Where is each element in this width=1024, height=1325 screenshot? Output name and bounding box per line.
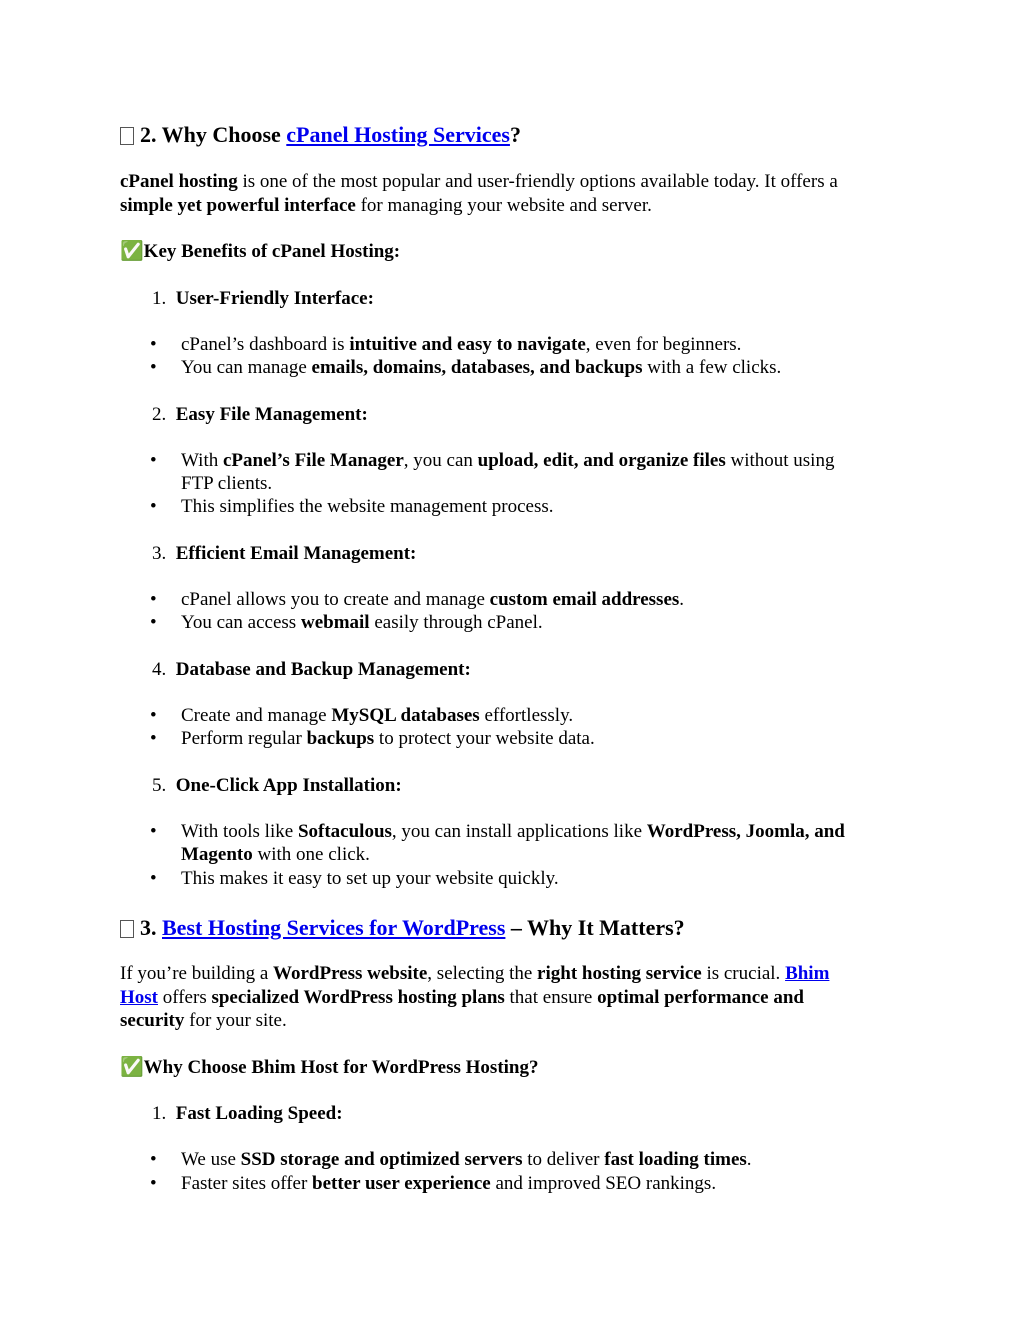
- missing-glyph-icon: [120, 127, 134, 145]
- benefit-2-bullet-a: With cPanel’s File Manager, you can upload, edit, and organize files without using: [181, 450, 835, 471]
- bullet: •: [150, 728, 157, 749]
- bullet: •: [150, 1149, 157, 1170]
- benefit-5-bullet-b: This makes it easy to set up your website quickly.: [181, 868, 559, 889]
- benefit-5-bullet-a: With tools like Softaculous, you can install applications like WordPress, Joomla, and: [181, 821, 845, 842]
- key-benefits-heading: ✅Key Benefits of cPanel Hosting:: [120, 241, 401, 262]
- why-choose-heading: ✅Why Choose Bhim Host for WordPress Hosting?: [120, 1057, 539, 1078]
- bullet: •: [150, 334, 157, 355]
- bullet: •: [150, 705, 157, 726]
- benefit-5-bullet-a-cont: Magento with one click.: [181, 844, 370, 865]
- benefit-2-bullet-b: This simplifies the website management process.: [181, 496, 554, 517]
- bullet: •: [150, 821, 157, 842]
- benefit-4-bullet-a: Create and manage MySQL databases effortlessly.: [181, 705, 574, 726]
- section-2-heading: 2. Why Choose cPanel Hosting Services?: [120, 122, 521, 148]
- benefit-3-bullet-a: cPanel allows you to create and manage custom email addresses.: [181, 589, 685, 610]
- bullet: •: [150, 1173, 157, 1194]
- benefit-item-5: 5. One-Click App Installation:: [152, 775, 402, 796]
- bullet: •: [150, 868, 157, 889]
- benefit-item-4: 4. Database and Backup Management:: [152, 659, 471, 680]
- bullet: •: [150, 450, 157, 471]
- missing-glyph-icon: [120, 920, 134, 938]
- section-3-intro-line-1: If you’re building a WordPress website, selecting the right hosting service is crucial. Bhim: [120, 963, 830, 984]
- bullet: •: [150, 589, 157, 610]
- bullet: •: [150, 496, 157, 517]
- benefit-item-2: 2. Easy File Management:: [152, 404, 368, 425]
- benefit-item-1: 1. User-Friendly Interface:: [152, 288, 374, 309]
- benefit-3-bullet-b: You can access webmail easily through cPanel.: [181, 612, 543, 633]
- wp-item-1: 1. Fast Loading Speed:: [152, 1103, 343, 1124]
- check-mark-icon: ✅: [120, 241, 144, 262]
- benefit-1-bullet-a: cPanel’s dashboard is intuitive and easy to navigate, even for beginners.: [181, 334, 742, 355]
- benefit-item-3: 3. Efficient Email Management:: [152, 543, 417, 564]
- section-2-intro-line-1: cPanel hosting is one of the most popular and user-friendly options available today. It offers a: [120, 171, 838, 192]
- best-hosting-wordpress-link[interactable]: Best Hosting Services for WordPress: [162, 915, 506, 940]
- section-3-heading: 3. Best Hosting Services for WordPress – Why It Matters?: [120, 915, 685, 941]
- section-2-intro-line-2: simple yet powerful interface for managing your website and server.: [120, 195, 652, 216]
- bhim-host-link-part-2[interactable]: Host: [120, 987, 158, 1008]
- benefit-2-bullet-a-cont: FTP clients.: [181, 473, 273, 494]
- benefit-1-bullet-b: You can manage emails, domains, databases, and backups with a few clicks.: [181, 357, 782, 378]
- section-3-intro-line-3: security for your site.: [120, 1010, 287, 1031]
- section-3-intro-line-2: Host offers specialized WordPress hosting plans that ensure optimal performance and: [120, 987, 804, 1008]
- cpanel-hosting-services-link[interactable]: cPanel Hosting Services: [286, 122, 510, 147]
- bullet: •: [150, 357, 157, 378]
- check-mark-icon: ✅: [120, 1057, 144, 1078]
- bullet: •: [150, 612, 157, 633]
- wp-1-bullet-a: We use SSD storage and optimized servers to deliver fast loading times.: [181, 1149, 752, 1170]
- bhim-host-link-part-1[interactable]: Bhim: [785, 963, 830, 984]
- wp-1-bullet-b: Faster sites offer better user experience and improved SEO rankings.: [181, 1173, 717, 1194]
- benefit-4-bullet-b: Perform regular backups to protect your website data.: [181, 728, 595, 749]
